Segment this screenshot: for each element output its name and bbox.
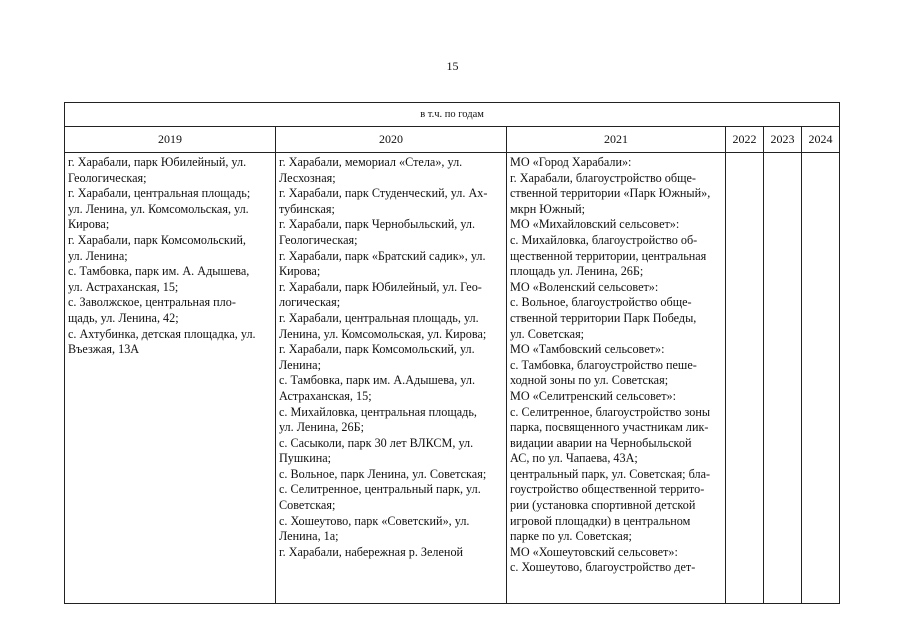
year-header-2022: 2022 xyxy=(726,127,764,153)
cell-2024 xyxy=(802,153,840,604)
page-number: 15 xyxy=(446,59,459,73)
cell-2023-text xyxy=(764,153,801,603)
year-header-2024: 2024 xyxy=(802,127,840,153)
cell-2019-text: г. Харабали, парк Юбилейный, ул. Геологическая; г. Харабали, центральная площадь; ул. Ленина, ул. Комсомольская, ул. Кирова; г. Харабали, парк Комсомольский, ул. Ленина; с. Тамбовка, парк им. А. Адышева, ул. Астраханская, 15; с. Заволжское, центральная пло- щадь, ул. Ленина, 42; с. Ахтубинка, детская площадка, ул. Въезжая, 13А xyxy=(68,155,256,357)
cell-2021 xyxy=(507,153,726,604)
year-header-2020: 2020 xyxy=(276,127,507,153)
cell-2022 xyxy=(726,153,764,604)
cell-2020 xyxy=(276,153,507,604)
year-header-2023: 2023 xyxy=(764,127,802,153)
cell-2021-text: МО «Город Харабали»: г. Харабали, благоустройство обще- ственной территории «Парк Южный», мкрн Южный; МО «Михайловский сельсовет»: с. Михайловка, благоустройство об- щественной территории, центральная площадь ул. Ленина, 26Б; МО «Воленский сельсовет»: с. Вольное, благоустройство обще- ственной территории Парк Победы, ул. Советская; МО «Тамбовский сельсовет»: с. Тамбовка, благоустройство пеше- ходной зоны по ул. Советская; МО «Селитренский сельсовет»: с. Селитренное, благоустройство зоны парка, посвященного участникам лик- видации аварии на Чернобыльской АС, по ул. Чапаева, 43А; центральный парк, ул. Советская; бла- гоустройство общественной террито- рии (установка спортивной детской игровой площадки) в центральном парке по ул. Советская; МО «Хошеутовский сельсовет»: с. Хошеутово, благоустройство дет- xyxy=(510,155,711,575)
year-header-2021: 2021 xyxy=(507,127,726,153)
cell-2024-text xyxy=(802,153,839,603)
yearly-plan-table xyxy=(64,102,840,604)
group-header: в т.ч. по годам xyxy=(65,103,840,127)
cell-2022-text xyxy=(726,153,763,603)
cell-2020-text: г. Харабали, мемориал «Стела», ул. Лесхозная; г. Харабали, парк Студенческий, ул. Ах- тубинская; г. Харабали, парк Чернобыльский, ул. Геологическая; г. Харабали, парк «Братский садик», ул. Кирова; г. Харабали, парк Юбилейный, ул. Гео- логическая; г. Харабали, центральная площадь, ул. Ленина, ул. Комсомольская, ул. Кирова; г. Харабали, парк Комсомольский, ул. Ленина; с. Тамбовка, парк им. А.Адышева, ул. Астраханская, 15; с. Михайловка, центральная площадь, ул. Ленина, 26Б; с. Сасыколи, парк 30 лет ВЛКСМ, ул. Пушкина; с. Вольное, парк Ленина, ул. Советская; с. Селитренное, центральный парк, ул. Советская; с. Хошеутово, парк «Советский», ул. Ленина, 1а; г. Харабали, набережная р. Зеленой xyxy=(279,155,488,559)
cell-2023 xyxy=(764,153,802,604)
cell-2019 xyxy=(65,153,276,604)
year-header-2019: 2019 xyxy=(65,127,276,153)
